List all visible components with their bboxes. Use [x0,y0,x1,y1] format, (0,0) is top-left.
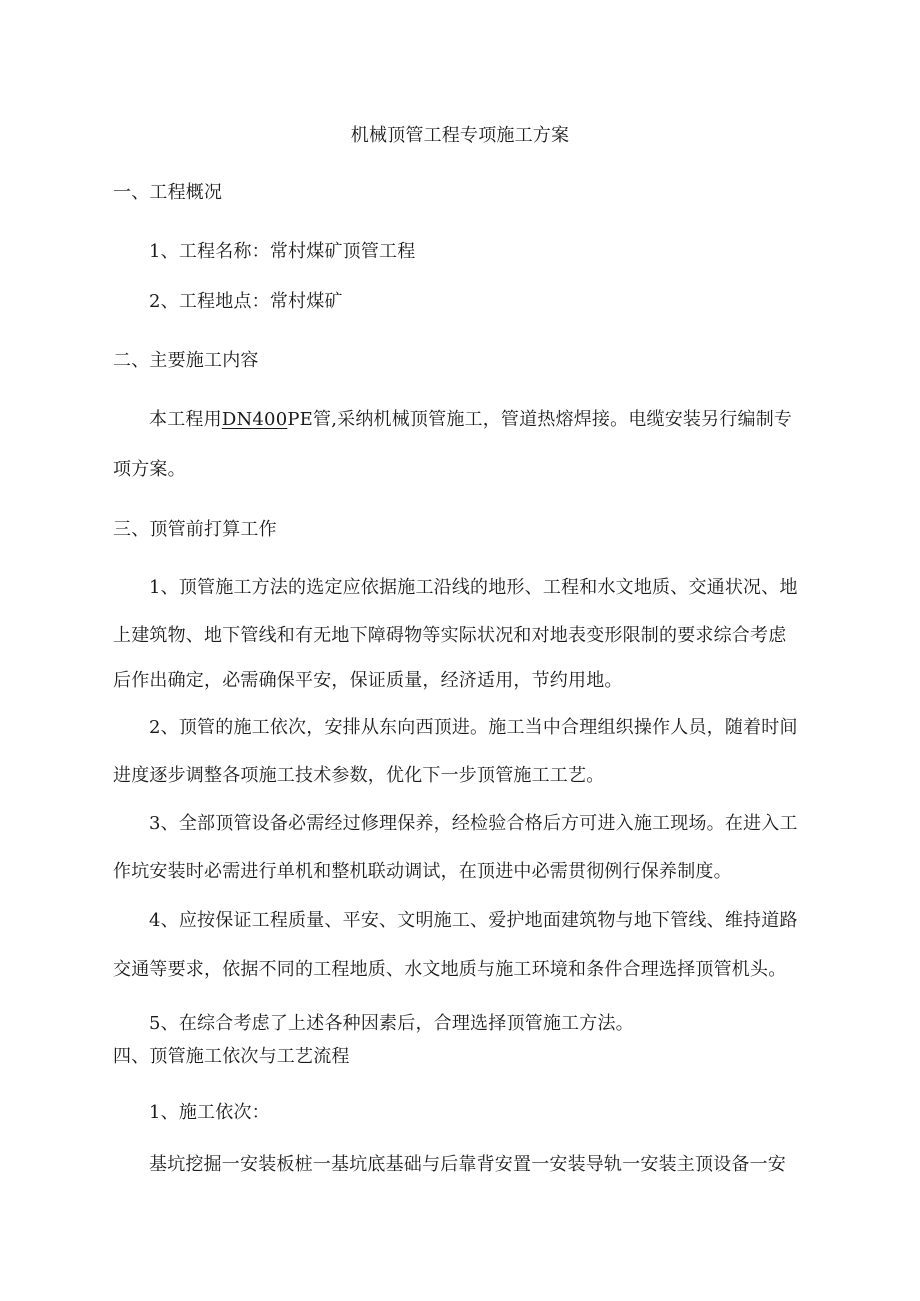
prep-item-1-line-2: 上建筑物、地下管线和有无地下障碍物等实际状况和对地表变形限制的要求综合考虑 [113,625,787,646]
prep-item-5-line-1: 5、在综合考虑了上述各种因素后，合理选择顶管施工方法。 [149,1013,634,1034]
prep-item-2-line-2: 进度逐步调整各项施工技术参数，优化下一步顶管施工工艺。 [113,765,605,786]
prep-item-1-line-3: 后作出确定，必需确保平安，保证质量，经济适用，节约用地。 [113,670,623,691]
content-paragraph-line-2: 项方案。 [113,459,186,480]
prep-item-3-line-1: 3、全部顶管设备必需经过修理保养，经检验合格后方可进入施工现场。在进入工 [149,813,798,834]
project-location-line: 2、工程地点：常村煤矿 [149,291,343,312]
content-paragraph-line-1 [149,408,792,432]
content-rest: PE管,采纳机械顶管施工，管道热熔焊接。电缆安装另行编制专 [287,409,793,430]
process-order-paragraph-line-1: 基坑挖掘一安装板桩一基坑底基础与后靠背安置一安装导轨一安装主顶设备一安 [149,1154,786,1175]
prep-item-4-line-2: 交通等要求，依据不同的工程地质、水文地质与施工环境和条件合理选择顶管机头。 [113,959,787,980]
process-order-label: 1、施工依次： [149,1102,270,1123]
section-heading-process: 四、顶管施工依次与工艺流程 [113,1046,350,1067]
prep-item-1-line-1: 1、顶管施工方法的选定应依据施工沿线的地形、工程和水文地质、交通状况、地 [149,577,798,598]
prep-item-4-line-1: 4、应按保证工程质量、平安、文明施工、爱护地面建筑物与地下管线、维持道路 [149,910,798,931]
pipe-spec-underlined: DN400 [221,409,288,430]
section-heading-overview: 一、工程概况 [113,182,223,203]
project-name-line: 1、工程名称：常村煤矿顶管工程 [149,241,416,262]
prep-item-3-line-2: 作坑安装时必需进行单机和整机联动调试，在顶进中必需贯彻例行保养制度。 [113,861,732,882]
section-heading-preparation: 三、顶管前打算工作 [113,519,277,540]
section-heading-content: 二、主要施工内容 [113,350,259,371]
content-prefix: 本工程用 [149,409,222,430]
document-title: 机械顶管工程专项施工方案 [350,125,570,146]
prep-item-2-line-1: 2、顶管的施工依次，安排从东向西顶进。施工当中合理组织操作人员，随着时间 [149,717,798,738]
